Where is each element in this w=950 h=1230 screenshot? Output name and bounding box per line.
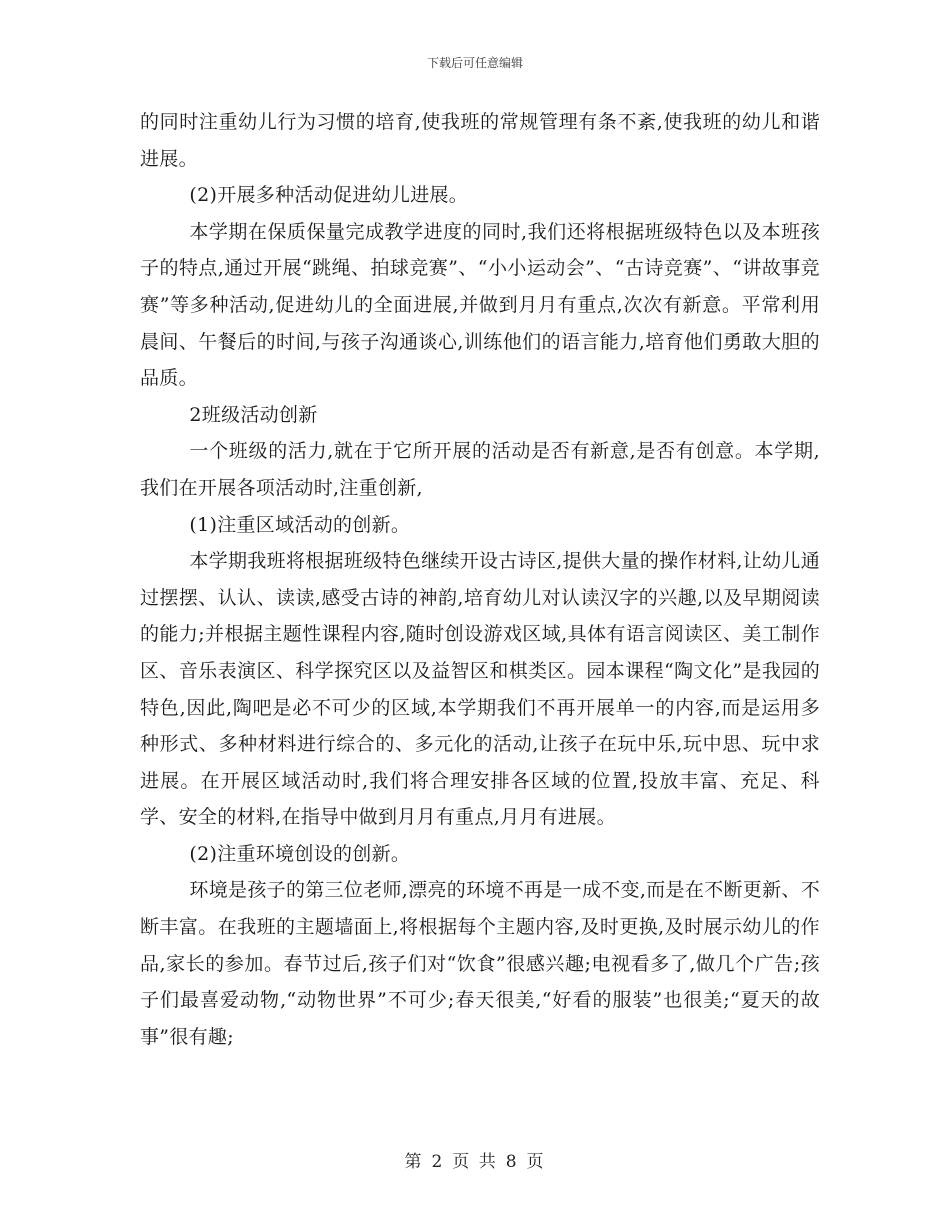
paragraph: 的同时注重幼儿行为习惯的培育,使我班的常规管理有条不紊,使我班的幼儿和谐进展。 — [140, 111, 820, 170]
paragraph: 本学期我班将根据班级特色继续开设古诗区,提供大量的操作材料,让幼儿通过摆摆、认认、读读,感受古诗的神韵,培育幼儿对认读汉字的兴趣,以及早期阅读的能力;并根据主题性课程内容,随时创设游戏区域,具体有语言阅读区、美工制作区、音乐表演区、科学探究区以及益智区和棋类区。园本课程“陶文化”是我园的特色,因此,陶吧是必不可少的区域,本学期我们不再开展单一的内容,而是运用多种形式、多种材料进行综合的、多元化的活动,让孩子在玩中乐,玩中思、玩中求进展。在开展区域活动时,我们将合理安排各区域的位置,投放丰富、充足、科学、安全的材料,在指导中做到月月有重点,月月有进展。 — [140, 550, 820, 829]
paragraph: 一个班级的活力,就在于它所开展的活动是否有新意,是否有创意。本学期,我们在开展各项活动时,注重创新, — [140, 440, 820, 499]
footer-prefix: 第 — [404, 1152, 424, 1172]
page-header: 下载后可任意编辑 — [426, 56, 523, 70]
current-page-number: 2 — [431, 1152, 445, 1172]
page-footer — [0, 1147, 950, 1172]
paragraph: (2)注重环境创设的创新。 — [189, 842, 411, 865]
paragraph: 环境是孩子的第三位老师,漂亮的环境不再是一成不变,而是在不断更新、不断丰富。在我班的主题墙面上,将根据每个主题内容,及时更换,及时展示幼儿的作品,家长的参加。春节过后,孩子们对“饮食”很感兴趣;电视看多了,做几个广告;孩子们最喜爱动物,“动物世界”不可少;春天很美,“好看的服装”也很美;“夏天的故事”很有趣; — [140, 879, 820, 1048]
total-page-number: 8 — [505, 1152, 519, 1172]
section-heading: 2班级活动创新 — [189, 403, 318, 426]
paragraph: 本学期在保质保量完成教学进度的同时,我们还将根据班级特色以及本班孩子的特点,通过开展“跳绳、拍球竞赛”、“小小运动会”、“古诗竞赛”、“讲故事竞赛”等多种活动,促进幼儿的全面进展,并做到月月有重点,次次有新意。平常利用晨间、午餐后的时间,与孩子沟通谈心,训练他们的语言能力,培育他们勇敢大胆的品质。 — [140, 220, 820, 390]
paragraph: (1)注重区域活动的创新。 — [189, 513, 411, 536]
paragraph: (2)开展多种活动促进幼儿进展。 — [189, 184, 469, 207]
document-body — [140, 104, 820, 1055]
footer-suffix: 页 — [526, 1152, 546, 1172]
footer-mid: 页 共 — [452, 1152, 498, 1172]
